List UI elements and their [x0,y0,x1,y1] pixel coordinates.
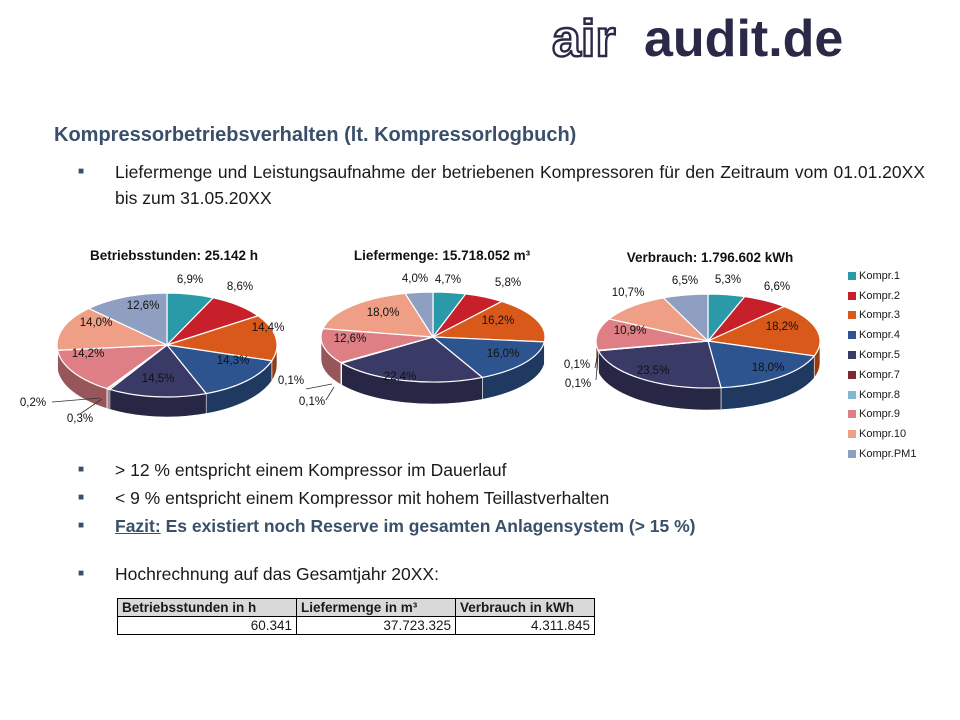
bullet-dauerlauf: > 12 % entspricht einem Kompressor im Dauerlauf [115,460,507,480]
legend-swatch [848,391,856,399]
legend-item [848,306,916,326]
data-label: 0,2% [19,397,47,409]
value-verbrauch: 4.311.845 [456,617,595,635]
data-label: 4,7% [434,274,462,286]
fazit-label: Fazit: [115,516,161,536]
data-label: 12,6% [126,300,160,312]
data-label: 14,4% [251,322,285,334]
legend-label: Kompr.10 [859,428,907,441]
legend-label: Kompr.8 [859,388,900,401]
legend-label: Kompr.9 [859,408,900,421]
legend-label: Kompr.5 [859,349,900,362]
legend-item [848,405,916,425]
legend-label: Kompr.4 [859,329,900,342]
fazit-text: Es existiert noch Reserve im gesamten Anlagensystem (> 15 %) [160,516,696,536]
data-label: 16,2% [481,315,515,327]
projection-table [117,598,595,635]
bullet-marker: ■ [78,492,85,503]
legend-swatch [848,272,856,280]
data-label: 5,8% [494,277,522,289]
label-leader-line [306,384,332,389]
legend-item [848,266,916,286]
data-label: 6,9% [176,274,204,286]
bullet-marker: ■ [78,568,85,579]
bullet-marker: ■ [78,520,85,531]
data-label: 14,0% [79,317,113,329]
table-row [118,617,595,635]
bullet-fazit [115,513,696,539]
data-label: 18,2% [765,321,799,333]
table-header-row [118,599,595,617]
data-label: 6,5% [671,275,699,287]
data-label: 18,0% [366,307,400,319]
logo-text-air: air [552,12,616,64]
legend-swatch [848,410,856,418]
legend-swatch [848,430,856,438]
legend-item [848,385,916,405]
legend-label: Kompr.3 [859,309,900,322]
legend-swatch [848,371,856,379]
chart-title: Liefermenge: 15.718.052 m³ [353,248,531,263]
data-label: 12,6% [333,333,367,345]
data-label: 14,2% [71,348,105,360]
data-label: 0,1% [298,396,326,408]
pie-charts [0,240,960,440]
value-betriebsstunden: 60.341 [118,617,297,635]
legend-swatch [848,311,856,319]
legend-swatch [848,292,856,300]
legend-label: Kompr.1 [859,269,900,282]
data-label: 10,7% [611,287,645,299]
bullet-hochrechnung: Hochrechnung auf das Gesamtjahr 20XX: [115,564,439,584]
data-label: 23,5% [636,365,670,377]
data-label: 0,1% [564,378,592,390]
data-label: 4,0% [401,273,429,285]
legend-item [848,365,916,385]
chart-legend [848,266,916,464]
legend-item [848,325,916,345]
legend-item [848,424,916,444]
header-verbrauch: Verbrauch in kWh [456,599,595,617]
pie-chart-3 [564,250,820,410]
legend-label: Kompr.2 [859,289,900,302]
bullet-marker: ■ [78,464,85,475]
data-label: 14,5% [141,373,175,385]
chart-title: Verbrauch: 1.796.602 kWh [626,250,794,265]
data-label: 0,1% [277,375,305,387]
bullet-teillast: < 9 % entspricht einem Kompressor mit hohem Teillastverhalten [115,488,610,508]
airaudit-logo [552,12,938,64]
header-liefermenge: Liefermenge in m³ [297,599,456,617]
chart-title: Betriebsstunden: 25.142 h [89,248,259,263]
legend-item [848,444,916,464]
data-label: 18,0% [751,362,785,374]
page-title: Kompressorbetriebsverhalten (lt. Kompressorlogbuch) [54,124,577,146]
intro-text: Liefermenge und Leistungsaufnahme der betriebenen Kompressoren für den Zeitraum vom 01.01.20XX bis zum 31.05.20XX [115,162,925,208]
bullet-marker: ■ [78,166,85,177]
data-label: 0,3% [66,413,94,425]
data-label: 10,9% [613,325,647,337]
legend-swatch [848,351,856,359]
pie-chart-1 [20,248,284,425]
legend-label: Kompr.7 [859,368,900,381]
header-betriebsstunden: Betriebsstunden in h [118,599,297,617]
pie-chart-2 [278,248,545,408]
value-liefermenge: 37.723.325 [297,617,456,635]
legend-swatch [848,450,856,458]
data-label: 8,6% [226,281,254,293]
legend-swatch [848,331,856,339]
label-leader-line [326,387,334,400]
data-label: 14,3% [216,355,250,367]
legend-item [848,286,916,306]
data-label: 22,4% [383,371,417,383]
legend-item [848,345,916,365]
data-label: 16,0% [486,348,520,360]
data-label: 5,3% [714,274,742,286]
legend-label: Kompr.PM1 [859,448,917,461]
logo-text-audit: audit.de [644,12,844,64]
data-label: 0,1% [563,359,591,371]
data-label: 6,6% [763,281,791,293]
